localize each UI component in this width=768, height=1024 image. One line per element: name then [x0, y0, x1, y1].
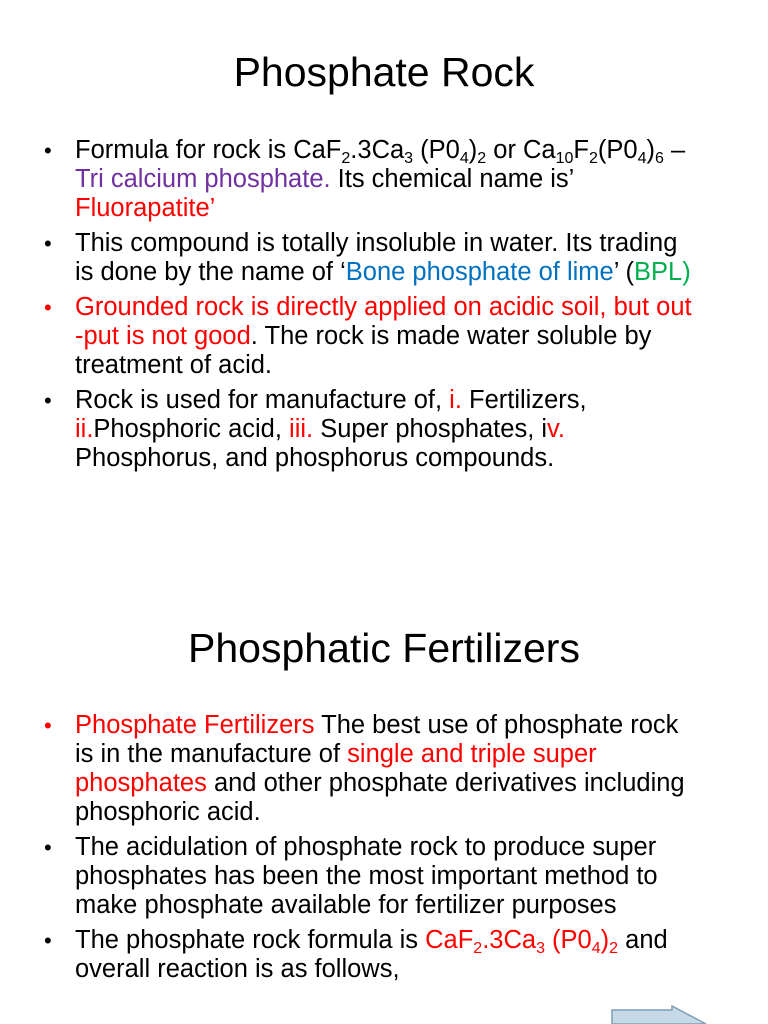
bullet-dot: •	[44, 138, 52, 163]
slide-2-title: Phosphatic Fertilizers	[188, 625, 580, 671]
fluorapatite-text: Fluorapatite’	[75, 194, 216, 222]
slide-1-bullet-list	[0, 136, 700, 479]
reaction-arrow-icon	[610, 1004, 710, 1024]
bullet-dot: •	[44, 835, 52, 860]
bpl-text: BPL)	[634, 258, 691, 286]
bullet-phosphate-fertilizers: • Phosphate Fertilizers The best use of phosphate rock is in the manufacture of single and triple super phosphates and other phosphate derivatives including phosphoric acid.	[44, 711, 685, 826]
bullet-insoluble: • This compound is totally insoluble in water. Its trading is done by the name of ‘Bone phosphate of lime’ (BPL)	[44, 229, 691, 286]
bullet-dot: •	[44, 713, 52, 738]
bullet-formula: • Formula for rock is $CaF_2.3Ca_3$ $(P0_4)_2$ or $Ca_{10}F_2(P0_4)_6$ – Tri calcium phosphate. Its chemical name is’ Fluorapatite’	[44, 136, 686, 222]
bullet-dot: •	[44, 388, 52, 413]
bullet-rock-uses: • Rock is used for manufacture of, i. Fertilizers, ii.Phosphoric acid, iii. Super phosphates, iv. Phosphorus, and phosphorus compounds.	[44, 386, 587, 472]
bullet-acidulation: • The acidulation of phosphate rock to produce super phosphates has been the most important method to make phosphate available for fertilizer purposes	[44, 833, 658, 919]
bullet-dot: •	[44, 928, 52, 953]
bullet-dot: •	[44, 295, 52, 320]
bullet-grounded-rock: • Grounded rock is directly applied on acidic soil, but out -put is not good. The rock is made water soluble by treatment of acid.	[44, 293, 692, 379]
bullet-dot: •	[44, 231, 52, 256]
bullet-rock-formula: • The phosphate rock formula is $CaF_2.3Ca_3$ $(P0_4)_2$ and overall reaction is as follows,	[44, 926, 668, 983]
bone-phosphate-text: Bone phosphate of lime	[345, 258, 614, 286]
tri-calcium-phosphate-text: Tri calcium phosphate.	[75, 165, 331, 193]
slide-1-title: Phosphate Rock	[233, 49, 535, 95]
slide-2-bullet-list	[0, 711, 700, 990]
